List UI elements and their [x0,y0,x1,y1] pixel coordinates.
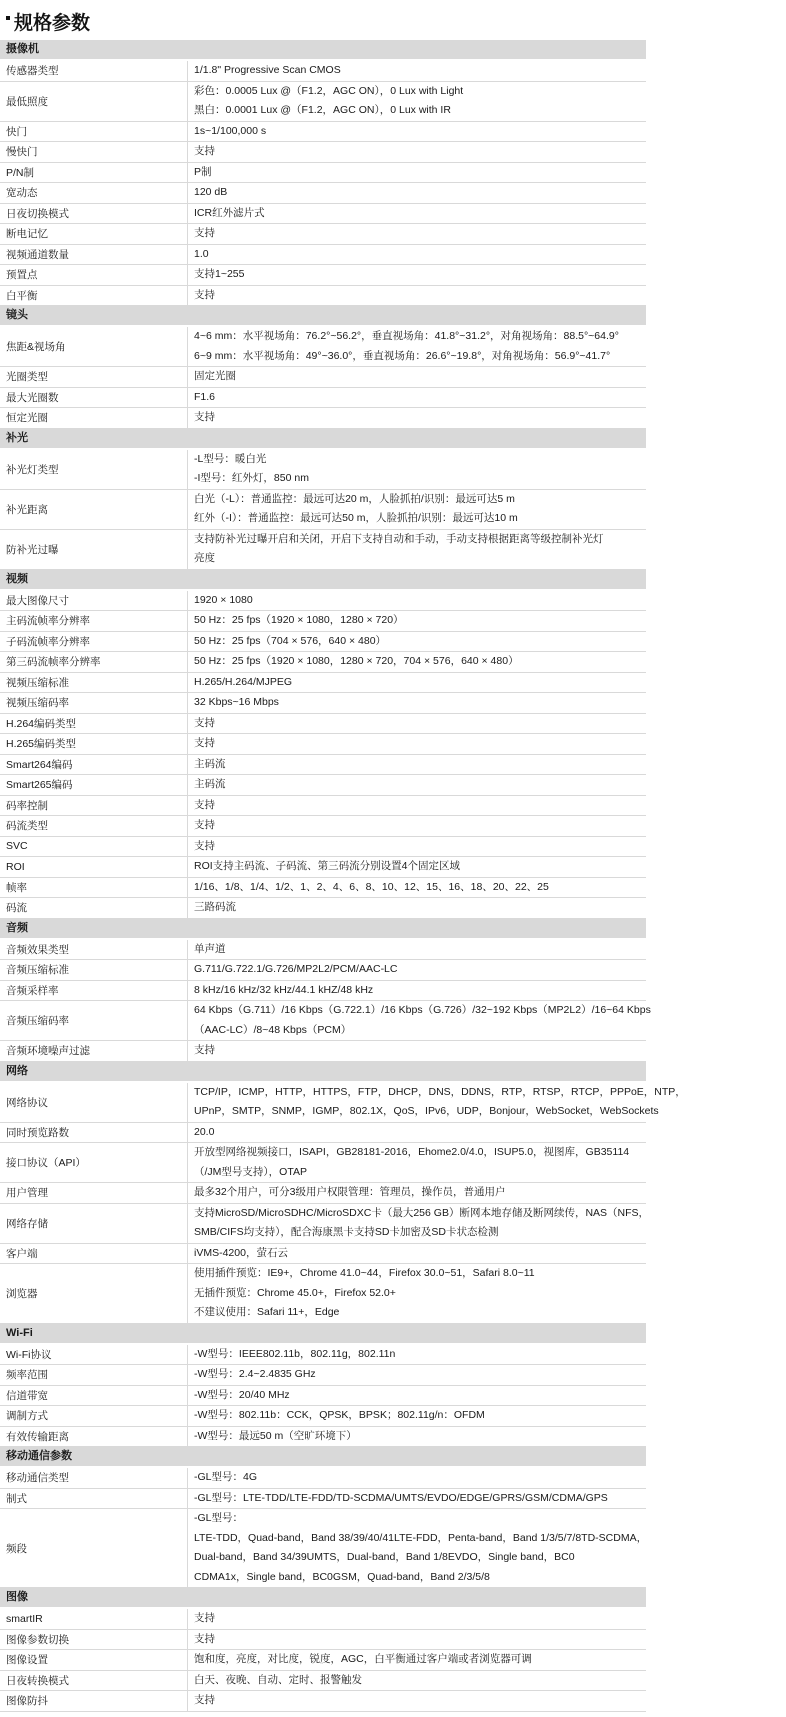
spec-row [0,1691,646,1712]
spec-value [188,1001,651,1040]
spec-label: 防补光过曝 [0,530,188,569]
spec-value-line: 支持 [194,839,215,852]
spec-value-line: 三路码流 [194,901,236,913]
section-header: 图像 [0,1588,646,1609]
spec-label: 日夜切换模式 [0,204,188,224]
spec-value-line: 支持 [194,1694,215,1706]
spec-value [188,1204,649,1243]
spec-value [188,714,646,734]
spec-value [188,837,646,857]
spec-value [188,775,646,795]
spec-value [188,816,646,836]
spec-value-line: 4~6 mm：水平视场角：76.2°~56.2°，垂直视场角：41.8°~31.2°，对角视场角：88.5°~64.9° [194,330,619,342]
spec-value [188,490,646,529]
spec-row [0,1427,646,1448]
spec-value-line: -GL型号： [194,1512,244,1524]
spec-value-line: 开放型网络视频接口，ISAPI，GB28181-2016，Ehome2.0/4.0，ISUP5.0，视图库，GB35114 [194,1146,630,1158]
spec-label: 视频通道数量 [0,245,188,265]
spec-row [0,1244,646,1265]
spec-label: 码率控制 [0,796,188,816]
spec-row [0,1509,646,1588]
spec-value-line: 6~9 mm：水平视场角：49°~36.0°，垂直视场角：26.6°~19.8°，对角视场角：56.9°~41.7° [194,349,611,362]
spec-value [188,183,646,203]
spec-value [188,673,646,693]
spec-value-line: 固定光圈 [194,370,236,382]
section-header: 音频 [0,919,646,940]
spec-row [0,82,646,122]
spec-label: 音频压缩码率 [0,1001,188,1040]
spec-label: 焦距&视场角 [0,327,188,366]
spec-value [188,734,646,754]
spec-row [0,408,646,429]
spec-label: H.264编码类型 [0,714,188,734]
spec-value [188,122,646,142]
spec-value [188,591,646,611]
section-header: Wi-Fi [0,1324,646,1345]
spec-label: 断电记忆 [0,224,188,244]
spec-label: 音频效果类型 [0,940,188,960]
spec-label: 第三码流帧率分辨率 [0,652,188,672]
spec-row [0,611,646,632]
spec-value [188,857,646,877]
spec-value [188,224,646,244]
spec-value-line: 8 kHz/16 kHz/32 kHz/44.1 kHZ/48 kHz [194,983,374,996]
spec-label: 最大光圈数 [0,388,188,408]
spec-value-line: -W型号：最远50 m（空旷环境下） [194,1429,357,1442]
spec-value [188,878,646,898]
spec-value [188,142,646,162]
spec-label: smartIR [0,1609,188,1629]
spec-row [0,1204,650,1244]
spec-value [188,61,646,81]
spec-value-line: 50 Hz：25 fps（1920 × 1080，1280 × 720，704 × 576，640 × 480） [194,655,519,667]
spec-value-line: （AAC-LC）/8~48 Kbps（PCM） [194,1023,352,1036]
spec-value-line: P制 [194,165,212,178]
spec-value [188,1468,646,1488]
spec-value-line: 单声道 [194,942,226,955]
spec-label: Smart264编码 [0,755,188,775]
spec-label: 音频压缩标准 [0,960,188,980]
spec-value [188,163,646,183]
spec-value [188,1143,646,1182]
spec-label: 白平衡 [0,286,188,306]
spec-label: 光圈类型 [0,367,188,387]
spec-value-line: 1.0 [194,247,209,260]
spec-value-line: 支持 [194,1612,215,1624]
spec-value [188,1650,646,1670]
spec-row [0,1345,646,1366]
spec-label: H.265编码类型 [0,734,188,754]
spec-value [188,1365,646,1385]
spec-value-line: 支持防补光过曝开启和关闭，开启下支持自动和手动，手动支持根据距离等级控制补光灯 [194,532,604,545]
spec-value-line: 支持 [194,819,215,831]
spec-value [188,367,646,387]
spec-value [188,796,646,816]
spec-value [188,265,646,285]
spec-value-line: 支持 [194,737,215,749]
spec-value [188,530,646,569]
spec-value-line: 支持MicroSD/MicroSDHC/MicroSDXC卡（最大256 GB）断网本地存储及断网续传，NAS（NFS， [194,1206,650,1219]
spec-value-line: 64 Kbps（G.711）/16 Kbps（G.722.1）/16 Kbps（G.726）/32~192 Kbps（MP2L2）/16~64 Kbps [194,1004,651,1016]
section-header: 网络 [0,1062,646,1083]
spec-value [188,204,646,224]
spec-row [0,388,646,409]
spec-row [0,245,646,266]
spec-value-line: F1.6 [194,390,216,403]
spec-value-line: 白光（-L）：普通监控：最远可达20 m，人脸抓拍/识别：最远可达5 m [194,492,515,505]
spec-value [188,1691,646,1711]
spec-value [188,1386,646,1406]
spec-row [0,1183,646,1204]
spec-value [188,327,646,366]
spec-value-line: 饱和度，亮度，对比度，锐度，AGC，白平衡通过客户端或者浏览器可调 [194,1653,532,1665]
spec-value [188,408,646,428]
spec-label: 客户端 [0,1244,188,1264]
spec-value [188,940,646,960]
spec-label: 主码流帧率分辨率 [0,611,188,631]
spec-value [188,755,646,775]
spec-row [0,816,646,837]
spec-row [0,960,646,981]
spec-label: 图像参数切换 [0,1630,188,1650]
spec-value-line: -W型号：20/40 MHz [194,1388,290,1401]
spec-value-line: 主码流 [194,778,226,790]
section-header: 镜头 [0,306,646,327]
spec-row [0,1001,651,1041]
spec-label: 图像防抖 [0,1691,188,1711]
spec-label: 快门 [0,122,188,142]
spec-row [0,796,646,817]
spec-row [0,878,646,899]
spec-value [188,245,646,265]
spec-row [0,61,646,82]
spec-row [0,673,646,694]
spec-value-line: 白天、夜晚、自动、定时、报警触发 [194,1673,362,1686]
spec-label: 用户管理 [0,1183,188,1203]
spec-row [0,1468,646,1489]
spec-row [0,286,646,307]
spec-row [0,367,646,388]
spec-row [0,755,646,776]
spec-label: 最低照度 [0,82,188,121]
spec-value [188,1509,647,1587]
spec-value [188,1489,646,1509]
spec-label: 补光灯类型 [0,450,188,489]
spec-row [0,204,646,225]
spec-row [0,652,646,673]
spec-value-line: 支持 [194,411,215,423]
spec-value-line: 1/1.8" Progressive Scan CMOS [194,64,341,76]
spec-row [0,1143,646,1183]
spec-row [0,1264,646,1324]
spec-row [0,1083,686,1123]
spec-value-line: 使用插件预览：IE9+，Chrome 41.0~44，Firefox 30.0~51，Safari 8.0~11 [194,1267,535,1279]
spec-row [0,1671,646,1692]
spec-value [188,1630,646,1650]
spec-label: 预置点 [0,265,188,285]
spec-value-line: -GL型号：4G [194,1471,258,1483]
spec-row [0,490,646,530]
spec-value-line: -L型号：暖白光 [194,452,267,465]
spec-label: ROI [0,857,188,877]
spec-row [0,591,646,612]
spec-value-line: LTE-TDD，Quad-band，Band 38/39/40/41LTE-FDD，Penta-band，Band 1/3/5/7/8TD-SCDMA， [194,1531,648,1544]
spec-row [0,1609,646,1630]
spec-value [188,1609,646,1629]
spec-value [188,450,646,489]
spec-value [188,981,646,1001]
spec-label: 视频压缩标准 [0,673,188,693]
section-header: 移动通信参数 [0,1447,646,1468]
spec-row [0,1406,646,1427]
spec-label: 同时预览路数 [0,1123,188,1143]
spec-row [0,1630,646,1651]
spec-row [0,224,646,245]
spec-row [0,265,646,286]
spec-value-line: 支持 [194,798,215,811]
spec-label: 码流 [0,898,188,918]
spec-value-line: 120 dB [194,186,228,198]
spec-row [0,1365,646,1386]
spec-table [0,40,686,1712]
spec-value [188,388,646,408]
spec-row [0,122,646,143]
spec-row [0,1123,646,1144]
spec-label: 网络存储 [0,1204,188,1243]
spec-label: Smart265编码 [0,775,188,795]
spec-value-line: Dual-band，Band 34/39UMTS，Dual-band，Band 1/8EVDO，Single band，BC0 [194,1551,575,1563]
spec-value-line: 1920 × 1080 [194,593,253,606]
spec-row [0,142,646,163]
spec-label: 网络协议 [0,1083,188,1122]
spec-label: 信道带宽 [0,1386,188,1406]
spec-row [0,1041,646,1062]
spec-value [188,1264,646,1323]
spec-value-line: -I型号：红外灯，850 nm [194,472,309,484]
spec-value [188,1244,646,1264]
spec-row [0,632,646,653]
spec-value [188,1183,646,1203]
spec-label: 图像设置 [0,1650,188,1670]
spec-label: 调制方式 [0,1406,188,1426]
spec-value-line: 黑白：0.0001 Lux @（F1.2，AGC ON），0 Lux with IR [194,104,451,116]
spec-label: 接口协议（API） [0,1143,188,1182]
spec-value [188,898,646,918]
spec-value-line: 彩色：0.0005 Lux @（F1.2，AGC ON），0 Lux with Light [194,84,464,97]
spec-row [0,327,646,367]
spec-value [188,652,646,672]
spec-value [188,1123,646,1143]
page-title [0,0,786,40]
spec-value-line: TCP/IP，ICMP，HTTP，HTTPS，FTP，DHCP，DNS，DDNS，RTP，RTSP，RTCP，PPPoE，NTP， [194,1085,686,1098]
spec-value [188,1041,646,1061]
spec-value [188,1345,646,1365]
spec-value-line: 无插件预览：Chrome 45.0+，Firefox 52.0+ [194,1286,396,1299]
spec-value-line: 亮度 [194,552,215,564]
spec-value-line: 支持 [194,716,215,729]
spec-row [0,530,646,570]
spec-row [0,775,646,796]
spec-label: 浏览器 [0,1264,188,1323]
page-title-text: 规格参数 [14,12,91,34]
spec-value [188,1671,646,1691]
spec-label: 频率范围 [0,1365,188,1385]
spec-value-line: 主码流 [194,757,226,770]
spec-label: 最大图像尺寸 [0,591,188,611]
spec-value-line: -GL型号：LTE-TDD/LTE-FDD/TD-SCDMA/UMTS/EVDO/EDGE/GPRS/GSM/CDMA/GPS [194,1491,608,1504]
spec-value [188,960,646,980]
spec-value [188,82,646,121]
spec-row [0,981,646,1002]
spec-row [0,1386,646,1407]
spec-value-line: -W型号：802.11b：CCK，QPSK，BPSK；802.11g/n：OFDM [194,1409,485,1421]
spec-value [188,632,646,652]
spec-value-line: CDMA1x，Single band，BC0GSM，Quad-band，Band 2/3/5/8 [194,1570,490,1583]
spec-value [188,286,646,306]
section-header: 摄像机 [0,40,646,61]
spec-label: 移动通信类型 [0,1468,188,1488]
spec-value-line: -W型号：IEEE802.11b，802.11g，802.11n [194,1347,396,1360]
spec-row [0,1489,646,1510]
spec-label: 日夜转换模式 [0,1671,188,1691]
spec-value [188,693,646,713]
bullet-icon [6,16,10,20]
spec-row [0,734,646,755]
spec-label: 补光距离 [0,490,188,529]
spec-value-line: UPnP，SMTP，SNMP，IGMP，802.1X，QoS，IPv6，UDP，Bonjour，WebSocket，WebSockets [194,1105,659,1117]
spec-label: 恒定光圈 [0,408,188,428]
spec-row [0,837,646,858]
spec-label: 码流类型 [0,816,188,836]
spec-value [188,1427,646,1447]
spec-label: Wi-Fi协议 [0,1345,188,1365]
spec-label: 慢快门 [0,142,188,162]
spec-label: 音频环境噪声过滤 [0,1041,188,1061]
spec-value-line: 支持 [194,288,215,301]
spec-label: SVC [0,837,188,857]
spec-row [0,940,646,961]
spec-value-line: 1s~1/100,000 s [194,124,267,137]
spec-row [0,450,646,490]
spec-value-line: 支持 [194,227,215,239]
spec-value-line: 50 Hz：25 fps（1920 × 1080，1280 × 720） [194,614,404,626]
spec-label: 频段 [0,1509,188,1587]
spec-value-line: 支持 [194,1632,215,1645]
spec-value-line: 20.0 [194,1125,215,1138]
spec-row [0,183,646,204]
section-header: 视频 [0,570,646,591]
spec-value [188,1406,646,1426]
spec-value-line: ROI支持主码流、子码流、第三码流分别设置4个固定区域 [194,860,461,872]
spec-value-line: G.711/G.722.1/G.726/MP2L2/PCM/AAC-LC [194,963,398,975]
spec-value-line: SMB/CIFS均支持），配合海康黑卡支持SD卡加密及SD卡状态检测 [194,1226,499,1238]
spec-label: 帧率 [0,878,188,898]
spec-value-line: 最多32个用户，可分3级用户权限管理：管理员，操作员，普通用户 [194,1186,506,1198]
spec-value-line: 支持 [194,145,215,157]
spec-value-line: 支持 [194,1044,215,1056]
spec-value-line: -W型号：2.4~2.4835 GHz [194,1368,316,1380]
spec-value-line: （/JM型号支持），OTAP [194,1165,307,1178]
spec-value-line: 50 Hz：25 fps（704 × 576，640 × 480） [194,634,387,647]
spec-row [0,714,646,735]
spec-value-line: ICR红外滤片式 [194,206,265,219]
spec-value-line: 支持1~255 [194,268,245,280]
spec-label: P/N制 [0,163,188,183]
spec-label: 音频采样率 [0,981,188,1001]
spec-row [0,857,646,878]
spec-row [0,163,646,184]
spec-label: 宽动态 [0,183,188,203]
spec-row [0,693,646,714]
spec-row [0,1650,646,1671]
spec-value-line: 不建议使用：Safari 11+，Edge [194,1306,340,1318]
spec-row [0,898,646,919]
spec-value [188,1083,686,1122]
spec-label: 制式 [0,1489,188,1509]
spec-label: 子码流帧率分辨率 [0,632,188,652]
spec-value-line: iVMS-4200，萤石云 [194,1246,288,1259]
spec-value-line: 1/16、1/8、1/4、1/2、1、2、4、6、8、10、12、15、16、18、20、22、25 [194,880,549,893]
section-header: 补光 [0,429,646,450]
spec-label: 有效传输距离 [0,1427,188,1447]
spec-value-line: 32 Kbps~16 Mbps [194,696,279,708]
spec-value-line: 红外（-I）：普通监控：最远可达50 m，人脸抓拍/识别：最远可达10 m [194,512,518,524]
spec-label: 传感器类型 [0,61,188,81]
spec-value [188,611,646,631]
spec-label: 视频压缩码率 [0,693,188,713]
spec-value-line: H.265/H.264/MJPEG [194,675,293,688]
